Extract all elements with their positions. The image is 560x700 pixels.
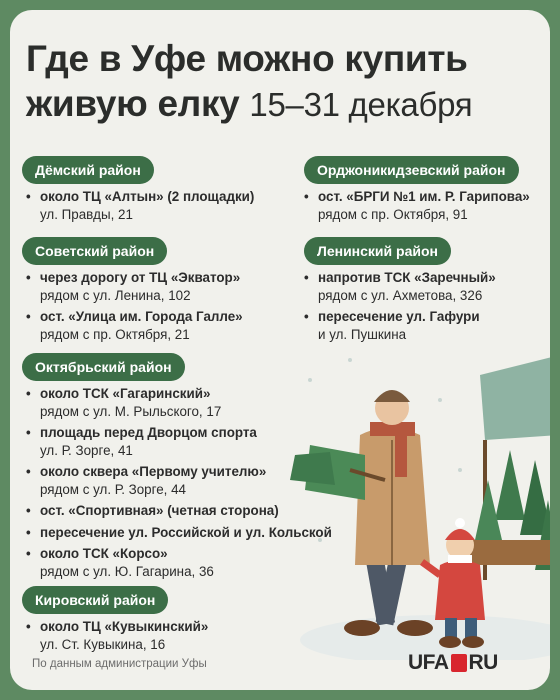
list-item bbox=[26, 618, 286, 653]
location-name: • около ТСК «Гагаринский» bbox=[40, 386, 211, 401]
ufa1-logo bbox=[408, 651, 498, 675]
location-name: • ост. «Улица им. Города Галле» bbox=[40, 309, 243, 324]
logo-text-right: RU bbox=[468, 651, 498, 674]
location-name: • около ТЦ «Кувыкинский» bbox=[40, 619, 209, 634]
title-line-2 bbox=[26, 81, 546, 127]
infographic-card bbox=[10, 10, 550, 690]
source-note: По данным администрации Уфы bbox=[32, 658, 207, 670]
list-item bbox=[26, 524, 366, 542]
title-dates: 15–31 декабря bbox=[249, 86, 473, 123]
title-line-1: Где в Уфе можно купить bbox=[26, 38, 468, 79]
location-name: • около сквера «Первому учителю» bbox=[40, 464, 267, 479]
list-item bbox=[26, 463, 366, 498]
page-title bbox=[26, 36, 546, 127]
list-item bbox=[26, 269, 286, 304]
location-address: рядом с пр. Октября, 91 bbox=[318, 206, 468, 222]
location-name: • через дорогу от ТЦ «Экватор» bbox=[40, 270, 241, 285]
list-item bbox=[26, 308, 286, 343]
district-badge-ordzhonikidzevsky: Орджоникидзевский район bbox=[304, 156, 519, 184]
location-address: и ул. Пушкина bbox=[318, 326, 407, 342]
logo-text-left: UFA bbox=[408, 651, 449, 674]
location-name: • около ТЦ «Алтын» (2 площадки) bbox=[40, 189, 255, 204]
location-address: ул. Р. Зорге, 41 bbox=[40, 442, 133, 458]
location-address: рядом с ул. Ахметова, 326 bbox=[318, 287, 483, 303]
district-list-sovetsky bbox=[26, 269, 286, 347]
location-name: • ост. «Спортивная» (четная сторона) bbox=[40, 503, 279, 518]
location-address: ул. Ст. Кувыкина, 16 bbox=[40, 636, 166, 652]
list-item bbox=[26, 502, 366, 520]
location-address: ул. Правды, 21 bbox=[40, 206, 133, 222]
list-item bbox=[26, 545, 366, 580]
district-list-demsky bbox=[26, 188, 286, 227]
list-item bbox=[304, 308, 544, 343]
district-list-kirovsky bbox=[26, 618, 286, 657]
location-name: • около ТСК «Корсо» bbox=[40, 546, 168, 561]
location-name: • пересечение ул. Гафури bbox=[318, 309, 480, 324]
district-list-ordzhonikidzevsky bbox=[304, 188, 544, 227]
location-address: рядом с ул. М. Рыльского, 17 bbox=[40, 403, 222, 419]
location-name: • напротив ТСК «Заречный» bbox=[318, 270, 496, 285]
list-item bbox=[26, 385, 366, 420]
location-name: • ост. «БРГИ №1 им. Р. Гарипова» bbox=[318, 189, 530, 204]
district-badge-leninsky: Ленинский район bbox=[304, 237, 451, 265]
location-address: рядом с пр. Октября, 21 bbox=[40, 326, 190, 342]
list-item bbox=[304, 269, 544, 304]
location-name: • площадь перед Дворцом спорта bbox=[40, 425, 257, 440]
district-badge-demsky: Дёмский район bbox=[22, 156, 154, 184]
title-bold-part: живую елку bbox=[26, 83, 240, 124]
location-address: рядом с ул. Р. Зорге, 44 bbox=[40, 481, 187, 497]
list-item bbox=[26, 188, 286, 223]
district-list-oktyabrsky bbox=[26, 385, 366, 584]
location-name: • пересечение ул. Российской и ул. Кольской bbox=[40, 524, 332, 540]
location-address: рядом с ул. Ю. Гагарина, 36 bbox=[40, 563, 214, 579]
location-address: рядом с ул. Ленина, 102 bbox=[40, 287, 191, 303]
district-badge-kirovsky: Кировский район bbox=[22, 586, 168, 614]
district-badge-oktyabrsky: Октябрьский район bbox=[22, 353, 185, 381]
list-item bbox=[304, 188, 544, 223]
district-badge-sovetsky: Советский район bbox=[22, 237, 167, 265]
district-list-leninsky bbox=[304, 269, 544, 347]
logo-mark-icon bbox=[451, 654, 467, 672]
list-item bbox=[26, 424, 366, 459]
